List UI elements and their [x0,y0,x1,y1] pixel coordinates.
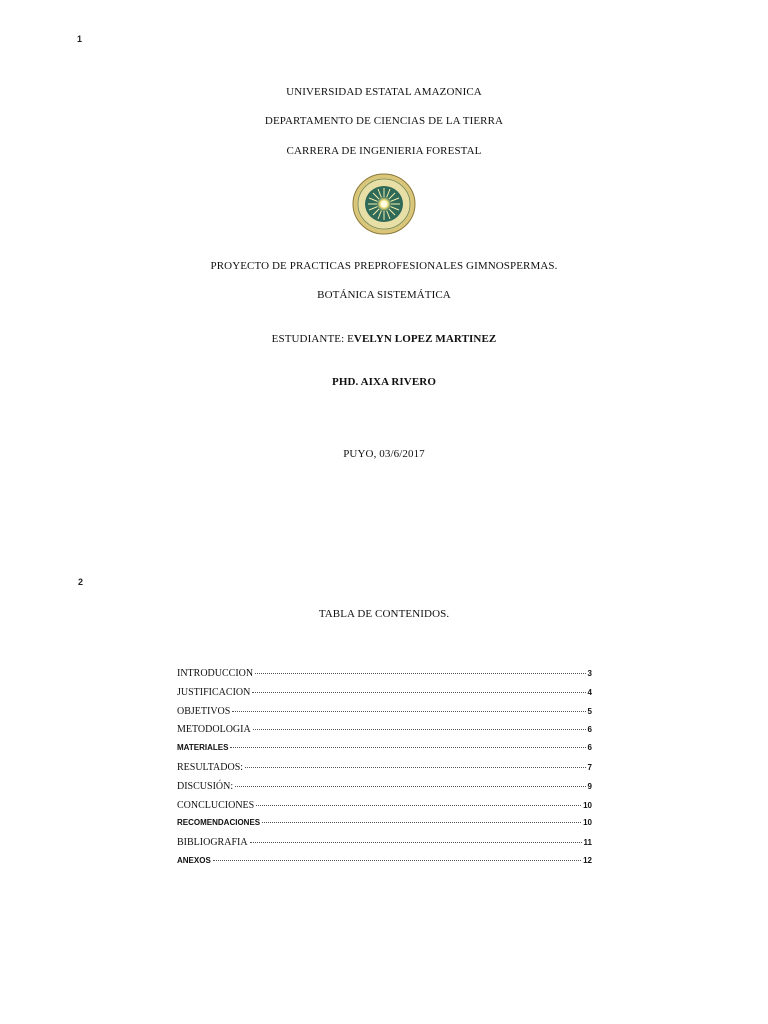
toc-leader [256,805,581,806]
toc-row[interactable] [177,668,592,687]
university-name: UNIVERSIDAD ESTATAL AMAZONICA [286,86,482,98]
advisor-name: PHD. AIXA RIVERO [332,376,436,388]
career-name: CARRERA DE INGENIERIA FORESTAL [286,145,482,157]
page-number-1: 1 [77,34,83,44]
student-line [0,333,768,345]
toc-page: 10 [583,800,592,810]
toc-label: CONCLUCIONES [177,799,255,811]
toc-label: RESULTADOS: [177,761,244,773]
toc-page: 10 [583,818,592,828]
toc-page: 6 [587,743,592,753]
toc-leader [252,692,585,693]
toc-label: OBJETIVOS [177,705,231,717]
toc-label: INTRODUCCION [177,668,254,679]
toc-page: 9 [587,781,592,791]
table-of-contents [177,668,592,875]
toc-leader [213,860,581,861]
department-name: DEPARTAMENTO DE CIENCIAS DE LA TIERRA [264,115,504,127]
toc-label: MATERIALES [177,743,229,753]
student-name: VELYN LOPEZ MARTINEZ [353,333,497,345]
toc-row[interactable] [177,800,592,819]
toc-label: METODOLOGIA [177,724,251,736]
toc-leader [235,786,585,787]
toc-row[interactable] [177,762,592,781]
page-number-2: 2 [78,577,84,587]
subject-name: BOTÁNICA SISTEMÁTICA [317,289,451,301]
toc-leader [245,767,585,768]
toc-leader [253,729,586,730]
place-date: PUYO, 03/6/2017 [343,448,425,460]
toc-page: 12 [583,855,592,865]
toc-row[interactable] [177,818,592,837]
toc-leader [262,822,581,823]
toc-leader [232,711,585,712]
toc-label: ANEXOS [177,855,211,865]
toc-row[interactable] [177,856,592,875]
toc-label: RECOMENDACIONES [177,818,261,828]
toc-row[interactable] [177,743,592,762]
project-title: PROYECTO DE PRACTICAS PREPROFESIONALES GIMNOSPERMAS. [210,260,558,272]
toc-row[interactable] [177,687,592,706]
toc-row[interactable] [177,781,592,800]
toc-page: 6 [587,725,592,735]
toc-page: 5 [587,706,592,716]
toc-page: 4 [587,687,592,697]
toc-leader [250,842,582,843]
toc-label: JUSTIFICACION [177,686,251,698]
toc-page: 3 [587,669,592,678]
toc-row[interactable] [177,724,592,743]
university-seal-icon [352,173,416,235]
toc-row[interactable] [177,837,592,856]
toc-label: DISCUSIÓN: [177,780,234,792]
toc-leader [255,673,585,674]
toc-leader [230,747,585,748]
toc-page: 11 [583,838,592,848]
toc-title: TABLA DE CONTENIDOS. [318,608,450,620]
student-label: ESTUDIANTE: E [271,333,354,345]
toc-page: 7 [587,762,592,772]
toc-row[interactable] [177,706,592,725]
toc-label: BIBLIOGRAFIA [177,837,248,849]
